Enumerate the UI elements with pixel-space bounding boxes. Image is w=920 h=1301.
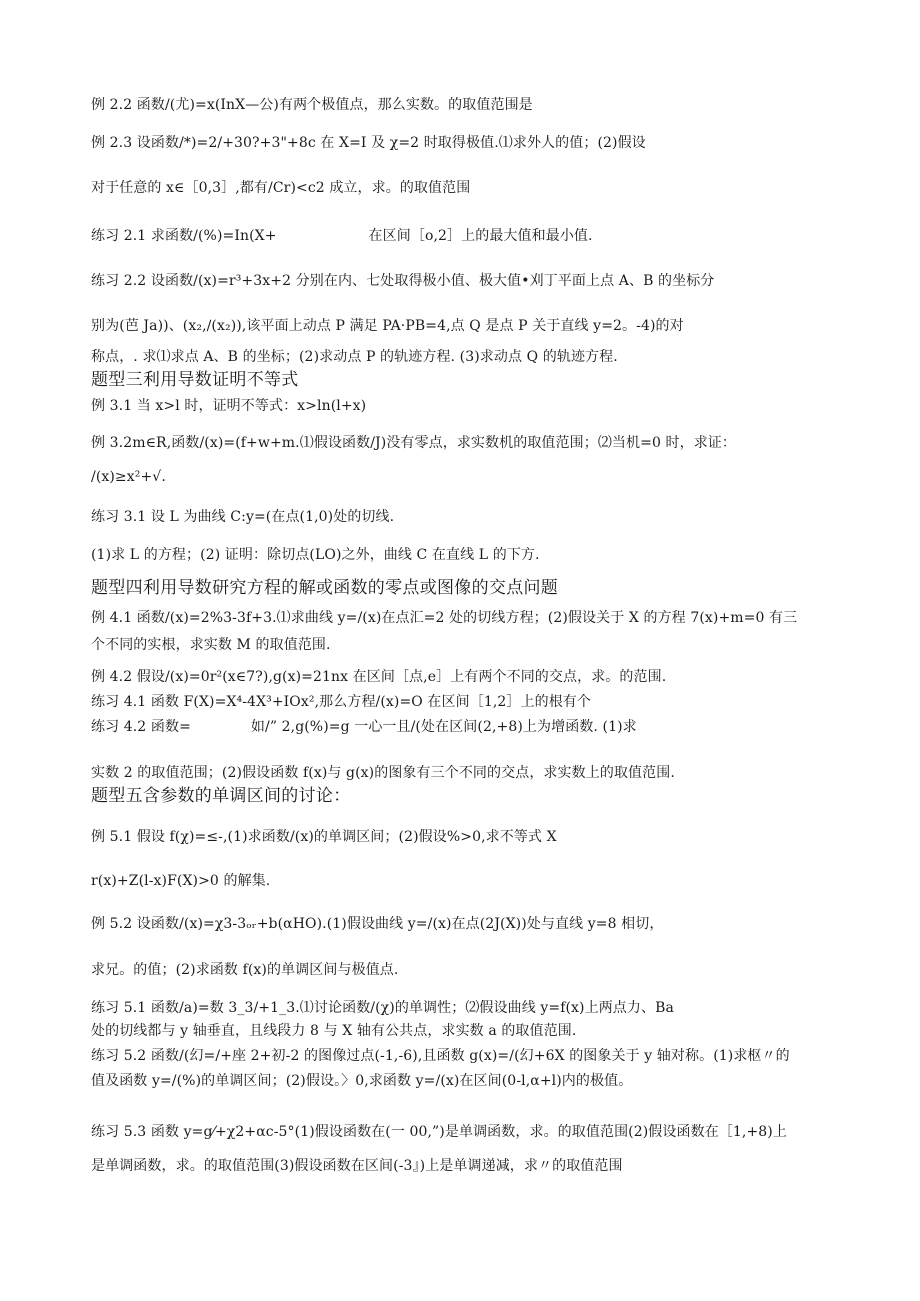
exercise-4-2-part1: 练习 4.2 函数= <box>91 719 191 735</box>
exercise-2-2-cont2: 称点，. 求⑴求点 A、B 的坐标；(2)求动点 P 的轨迹方程. (3)求动点 Q 的轨迹方程. <box>91 349 618 365</box>
exercise-4-2-cont: 实数 2 的取值范围；(2)假设函数 f(x)与 g(x)的图象有三个不同的交点，求实数上的取值范围. <box>91 765 675 781</box>
example-5-2: 例 5.2 设函数/(x)=χ3-3ₒᵣ+b(αHO).(1)假设曲线 y=/(x)在点(2J(X))处与直线 y=8 相切， <box>91 916 664 932</box>
exercise-5-2: 练习 5.2 函数/(幻=/+座 2+初-2 的图像过点(-1,-6),且函数 g(x)=/(幻+6X 的图象关于 y 轴对称。(1)求枢〃的 <box>91 1048 790 1064</box>
exercise-5-3: 练习 5.3 函数 y=g⁄+χ2+αc-5°(1)假设函数在(一 00,”)是单调函数，求。的取值范围(2)假设函数在［1,+8)上 <box>91 1124 787 1140</box>
example-2-2: 例 2.2 函数/(尤)=x(InX—公)有两个极值点，那么实数。的取值范围是 <box>91 97 533 113</box>
exercise-2-1 <box>91 226 830 246</box>
exercise-5-1: 练习 5.1 函数/a)=数 3_3/+1_3.⑴讨论函数/(χ)的单调性；⑵假设曲线 y=f(x)上两点力、Ba <box>91 1000 674 1016</box>
example-4-2: 例 4.2 假设/(x)=0r²(x∈7?),g(x)=21nx 在区间［点,e］上有两个不同的交点，求。的范围. <box>91 669 667 685</box>
exercise-2-2-cont1: 别为(芭 Ja))、(x₂,∕(x₂)),该平面上动点 P 满足 PA·PB=4,点 Q 是点 P 关于直线 y=2。-4)的对 <box>91 318 684 334</box>
exercise-4-2 <box>91 717 830 737</box>
exercise-3-1-cont: (1)求 L 的方程；(2) 证明：除切点(LO)之外，曲线 C 在直线 L 的下方. <box>91 547 540 563</box>
section-heading-4: 题型四利用导数研究方程的解或函数的零点或图像的交点问题 <box>91 578 559 598</box>
example-5-2-cont: 求兄。的值；(2)求函数 f(x)的单调区间与极值点. <box>91 962 399 978</box>
exercise-4-1: 练习 4.1 函数 F(X)=X⁴-4X³+IOx²,那么方程/(x)=O 在区间［1,2］上的根有个 <box>91 694 591 710</box>
example-3-1: 例 3.1 当 x>l 时，证明不等式：x>ln(l+x) <box>91 398 367 414</box>
example-3-2-cont: /(x)≥x²+√. <box>91 469 166 485</box>
section-heading-3: 题型三利用导数证明不等式 <box>91 370 299 390</box>
exercise-3-1: 练习 3.1 设 L 为曲线 C:y=(在点(1,0)处的切线. <box>91 509 395 525</box>
exercise-5-3-cont: 是单调函数，求。的取值范围(3)假设函数在区间(-3』)上是单调递减，求〃的取值范围 <box>91 1158 623 1174</box>
example-5-1: 例 5.1 假设 f(χ)=≤-,(1)求函数/(x)的单调区间；(2)假设%>0,求不等式 X <box>91 829 557 845</box>
example-5-1-cont: r(x)+Z(l-x)F(X)>0 的解集. <box>91 873 271 889</box>
exercise-4-2-part2: 如/” 2,g(%)=g 一心一且/(处在区间(2,+8)上为增函数. (1)求 <box>250 719 637 735</box>
example-4-1: 例 4.1 函数/(x)=2%3-3f+3.⑴求曲线 y=/(x)在点汇=2 处的切线方程；(2)假设关于 X 的方程 7(x)+m=0 有三 <box>91 610 798 626</box>
exercise-2-1-part2: 在区间［o,2］上的最大值和最小值. <box>368 228 593 244</box>
exercise-5-2-cont: 值及函数 y=/(%)的单调区间；(2)假设。〉0,求函数 y=/(x)在区间(0-l,α+l)内的极值。 <box>91 1073 633 1089</box>
example-3-2: 例 3.2m∈R,函数/(x)=(f+w+m.⑴假设函数/J)没有零点，求实数机的取值范围；⑵当机=0 时，求证： <box>91 435 737 451</box>
example-2-3: 例 2.3 设函数/*)=2/+30?+3"+8c 在 X=I 及 χ=2 时取得极值.⑴求外人的值；(2)假设 <box>91 135 646 151</box>
example-2-3-cont: 对于任意的 x∈［0,3］,都有/Cr)<c2 成立，求。的取值范围 <box>91 180 471 196</box>
example-4-1-cont: 个不同的实根，求实数 M 的取值范围. <box>91 637 331 653</box>
section-heading-5: 题型五含参数的单调区间的讨论： <box>91 786 351 806</box>
exercise-2-1-part1: 练习 2.1 求函数/(%)=In(X+ <box>91 228 277 244</box>
exercise-5-1-cont: 处的切线都与 y 轴垂直，且线段力 8 与 X 轴有公共点，求实数 a 的取值范围. <box>91 1023 577 1039</box>
exercise-2-2: 练习 2.2 设函数/(x)=r³+3x+2 分别在内、七处取得极小值、极大值•刈丁平面上点 A、B 的坐标分 <box>91 273 715 289</box>
